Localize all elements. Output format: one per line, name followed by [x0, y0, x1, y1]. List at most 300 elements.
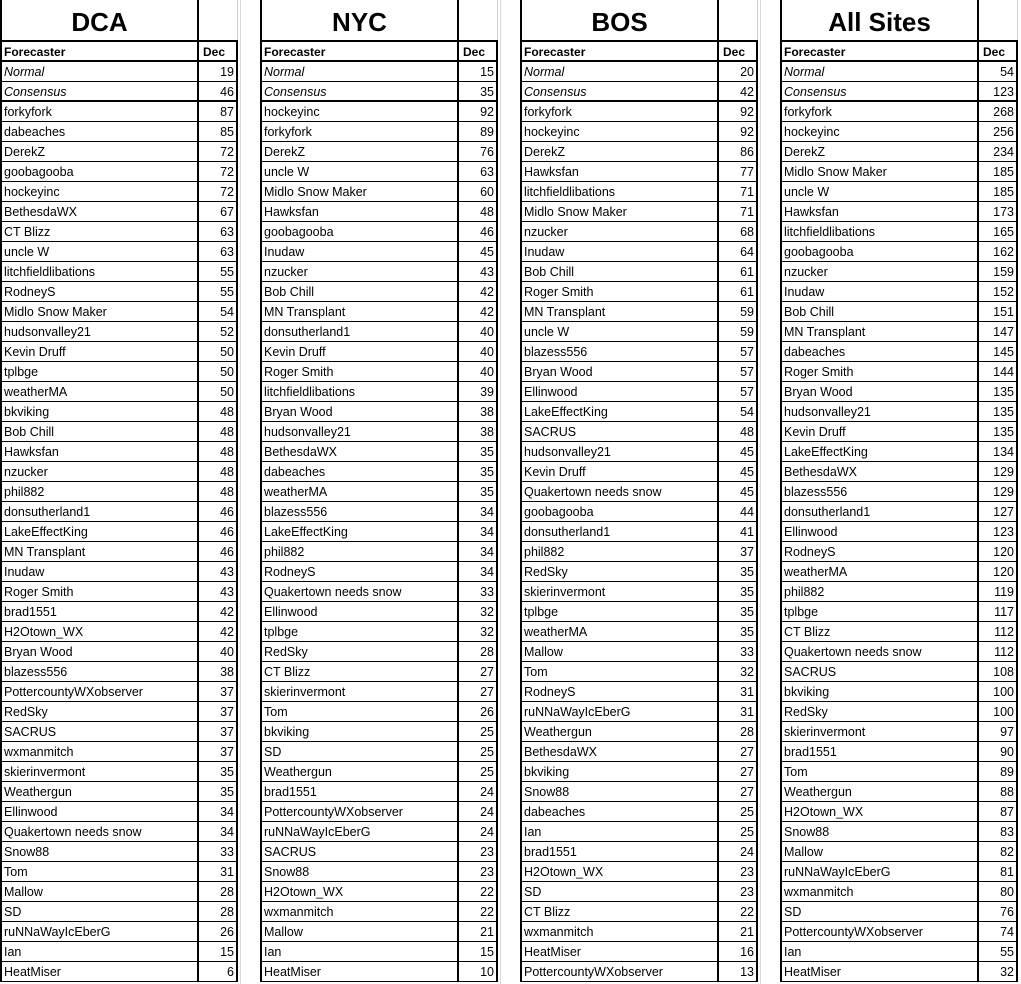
value-cell[interactable]: 135 — [979, 382, 1018, 402]
value-cell[interactable]: 27 — [719, 782, 758, 802]
forecaster-cell[interactable]: RodneyS — [780, 542, 979, 562]
value-cell[interactable]: 41 — [719, 522, 758, 542]
value-cell[interactable]: 55 — [979, 942, 1018, 962]
forecaster-cell[interactable]: SD — [780, 902, 979, 922]
forecaster-cell[interactable]: BethesdaWX — [0, 202, 199, 222]
forecaster-cell[interactable]: MN Transplant — [780, 322, 979, 342]
forecaster-cell[interactable]: Ellinwood — [520, 382, 719, 402]
forecaster-cell[interactable]: forkyfork — [520, 102, 719, 122]
value-cell[interactable]: 27 — [459, 682, 498, 702]
forecaster-cell[interactable]: Ian — [0, 942, 199, 962]
forecaster-cell[interactable]: Midlo Snow Maker — [0, 302, 199, 322]
forecaster-cell[interactable]: hockeyinc — [0, 182, 199, 202]
value-cell[interactable]: 24 — [459, 822, 498, 842]
value-cell[interactable]: 57 — [719, 342, 758, 362]
value-cell[interactable]: 38 — [459, 402, 498, 422]
value-cell[interactable]: 27 — [719, 742, 758, 762]
value-cell[interactable]: 35 — [459, 482, 498, 502]
forecaster-cell[interactable]: Tom — [260, 702, 459, 722]
forecaster-cell[interactable]: tplbge — [0, 362, 199, 382]
forecaster-cell[interactable]: Quakertown needs snow — [260, 582, 459, 602]
value-cell[interactable]: 92 — [459, 102, 498, 122]
forecaster-cell[interactable]: HeatMiser — [260, 962, 459, 982]
value-cell[interactable]: 112 — [979, 642, 1018, 662]
forecaster-cell[interactable]: Ellinwood — [0, 802, 199, 822]
value-cell[interactable]: 72 — [199, 142, 238, 162]
forecaster-cell[interactable]: donsutherland1 — [260, 322, 459, 342]
value-cell[interactable]: 54 — [979, 62, 1018, 82]
value-cell[interactable]: 34 — [459, 542, 498, 562]
value-cell[interactable]: 22 — [719, 902, 758, 922]
forecaster-cell[interactable]: hockeyinc — [520, 122, 719, 142]
value-cell[interactable]: 120 — [979, 542, 1018, 562]
value-cell[interactable]: 35 — [719, 582, 758, 602]
value-cell[interactable]: 37 — [199, 742, 238, 762]
forecaster-cell[interactable]: Consensus — [0, 82, 199, 102]
value-cell[interactable]: 48 — [719, 422, 758, 442]
value-cell[interactable]: 16 — [719, 942, 758, 962]
forecaster-cell[interactable]: brad1551 — [0, 602, 199, 622]
value-cell[interactable]: 43 — [459, 262, 498, 282]
forecaster-cell[interactable]: Quakertown needs snow — [0, 822, 199, 842]
value-cell[interactable]: 40 — [459, 322, 498, 342]
forecaster-cell[interactable]: wxmanmitch — [520, 922, 719, 942]
value-cell[interactable]: 55 — [199, 282, 238, 302]
value-cell[interactable]: 48 — [199, 482, 238, 502]
value-cell[interactable]: 33 — [719, 642, 758, 662]
forecaster-cell[interactable]: LakeEffectKing — [0, 522, 199, 542]
forecaster-cell[interactable]: weatherMA — [520, 622, 719, 642]
forecaster-cell[interactable]: tplbge — [520, 602, 719, 622]
forecaster-cell[interactable]: bkviking — [780, 682, 979, 702]
value-cell[interactable]: 61 — [719, 262, 758, 282]
forecaster-cell[interactable]: LakeEffectKing — [780, 442, 979, 462]
value-cell[interactable]: 15 — [459, 942, 498, 962]
forecaster-cell[interactable]: hudsonvalley21 — [0, 322, 199, 342]
value-cell[interactable]: 147 — [979, 322, 1018, 342]
value-cell[interactable]: 112 — [979, 622, 1018, 642]
value-cell[interactable]: 80 — [979, 882, 1018, 902]
forecaster-cell[interactable]: Hawksfan — [780, 202, 979, 222]
value-cell[interactable]: 135 — [979, 422, 1018, 442]
value-cell[interactable]: 40 — [199, 642, 238, 662]
value-cell[interactable]: 63 — [199, 222, 238, 242]
forecaster-cell[interactable]: brad1551 — [780, 742, 979, 762]
forecaster-cell[interactable]: RedSky — [260, 642, 459, 662]
forecaster-cell[interactable]: phil882 — [260, 542, 459, 562]
value-cell[interactable]: 100 — [979, 702, 1018, 722]
forecaster-cell[interactable]: Bryan Wood — [780, 382, 979, 402]
forecaster-cell[interactable]: Tom — [0, 862, 199, 882]
value-cell[interactable]: 100 — [979, 682, 1018, 702]
value-cell[interactable]: 88 — [979, 782, 1018, 802]
forecaster-cell[interactable]: PottercountyWXobserver — [0, 682, 199, 702]
value-cell[interactable]: 23 — [459, 862, 498, 882]
value-cell[interactable]: 38 — [459, 422, 498, 442]
forecaster-cell[interactable]: phil882 — [520, 542, 719, 562]
forecaster-cell[interactable]: Ellinwood — [260, 602, 459, 622]
value-cell[interactable]: 34 — [459, 562, 498, 582]
forecaster-cell[interactable]: uncle W — [780, 182, 979, 202]
forecaster-cell[interactable]: goobagooba — [260, 222, 459, 242]
forecaster-cell[interactable]: litchfieldlibations — [260, 382, 459, 402]
value-cell[interactable]: 23 — [719, 882, 758, 902]
value-cell[interactable]: 135 — [979, 402, 1018, 422]
value-cell[interactable]: 68 — [719, 222, 758, 242]
forecaster-cell[interactable]: tplbge — [260, 622, 459, 642]
value-cell[interactable]: 60 — [459, 182, 498, 202]
forecaster-cell[interactable]: Ian — [780, 942, 979, 962]
value-cell[interactable]: 31 — [199, 862, 238, 882]
forecaster-cell[interactable]: Midlo Snow Maker — [780, 162, 979, 182]
forecaster-cell[interactable]: skierinvermont — [780, 722, 979, 742]
forecaster-cell[interactable]: MN Transplant — [520, 302, 719, 322]
forecaster-cell[interactable]: phil882 — [780, 582, 979, 602]
forecaster-cell[interactable]: Roger Smith — [260, 362, 459, 382]
value-cell[interactable]: 77 — [719, 162, 758, 182]
forecaster-cell[interactable]: skierinvermont — [0, 762, 199, 782]
forecaster-cell[interactable]: DerekZ — [260, 142, 459, 162]
value-cell[interactable]: 152 — [979, 282, 1018, 302]
forecaster-cell[interactable]: nzucker — [260, 262, 459, 282]
forecaster-cell[interactable]: Midlo Snow Maker — [520, 202, 719, 222]
forecaster-cell[interactable]: uncle W — [520, 322, 719, 342]
forecaster-cell[interactable]: RodneyS — [260, 562, 459, 582]
forecaster-cell[interactable]: Weathergun — [0, 782, 199, 802]
value-cell[interactable]: 33 — [199, 842, 238, 862]
forecaster-cell[interactable]: Snow88 — [260, 862, 459, 882]
value-cell[interactable]: 185 — [979, 182, 1018, 202]
value-cell[interactable]: 40 — [459, 362, 498, 382]
forecaster-cell[interactable]: Kevin Druff — [0, 342, 199, 362]
forecaster-cell[interactable]: donsutherland1 — [780, 502, 979, 522]
value-cell[interactable]: 31 — [719, 702, 758, 722]
forecaster-cell[interactable]: RodneyS — [520, 682, 719, 702]
value-cell[interactable]: 24 — [459, 802, 498, 822]
forecaster-cell[interactable]: bkviking — [520, 762, 719, 782]
forecaster-cell[interactable]: Normal — [0, 62, 199, 82]
forecaster-cell[interactable]: Ian — [260, 942, 459, 962]
value-cell[interactable]: 85 — [199, 122, 238, 142]
forecaster-cell[interactable]: weatherMA — [780, 562, 979, 582]
forecaster-cell[interactable]: Snow88 — [520, 782, 719, 802]
forecaster-cell[interactable]: DerekZ — [780, 142, 979, 162]
value-cell[interactable]: 40 — [459, 342, 498, 362]
value-cell[interactable]: 173 — [979, 202, 1018, 222]
value-cell[interactable]: 39 — [459, 382, 498, 402]
value-cell[interactable]: 42 — [199, 622, 238, 642]
value-cell[interactable]: 63 — [459, 162, 498, 182]
value-cell[interactable]: 42 — [719, 82, 758, 102]
forecaster-cell[interactable]: Bob Chill — [260, 282, 459, 302]
value-cell[interactable]: 162 — [979, 242, 1018, 262]
forecaster-cell[interactable]: CT Blizz — [780, 622, 979, 642]
forecaster-cell[interactable]: Mallow — [780, 842, 979, 862]
forecaster-cell[interactable]: Consensus — [520, 82, 719, 102]
forecaster-cell[interactable]: Inudaw — [0, 562, 199, 582]
forecaster-cell[interactable]: Inudaw — [780, 282, 979, 302]
forecaster-cell[interactable]: skierinvermont — [520, 582, 719, 602]
value-cell[interactable]: 87 — [199, 102, 238, 122]
forecaster-cell[interactable]: H2Otown_WX — [520, 862, 719, 882]
value-cell[interactable]: 19 — [199, 62, 238, 82]
forecaster-cell[interactable]: BethesdaWX — [780, 462, 979, 482]
forecaster-cell[interactable]: H2Otown_WX — [0, 622, 199, 642]
forecaster-cell[interactable]: Bryan Wood — [520, 362, 719, 382]
forecaster-cell[interactable]: Snow88 — [0, 842, 199, 862]
forecaster-cell[interactable]: Consensus — [780, 82, 979, 102]
value-cell[interactable]: 71 — [719, 182, 758, 202]
value-cell[interactable]: 144 — [979, 362, 1018, 382]
value-cell[interactable]: 45 — [719, 482, 758, 502]
forecaster-cell[interactable]: BethesdaWX — [260, 442, 459, 462]
value-cell[interactable]: 35 — [719, 562, 758, 582]
forecaster-cell[interactable]: Tom — [520, 662, 719, 682]
value-cell[interactable]: 145 — [979, 342, 1018, 362]
forecaster-cell[interactable]: H2Otown_WX — [260, 882, 459, 902]
forecaster-cell[interactable]: PottercountyWXobserver — [520, 962, 719, 982]
forecaster-cell[interactable]: Kevin Druff — [780, 422, 979, 442]
value-cell[interactable]: 57 — [719, 382, 758, 402]
value-cell[interactable]: 185 — [979, 162, 1018, 182]
value-cell[interactable]: 34 — [199, 822, 238, 842]
value-cell[interactable]: 268 — [979, 102, 1018, 122]
value-cell[interactable]: 76 — [979, 902, 1018, 922]
forecaster-cell[interactable]: hudsonvalley21 — [780, 402, 979, 422]
forecaster-cell[interactable]: blazess556 — [0, 662, 199, 682]
value-cell[interactable]: 24 — [719, 842, 758, 862]
forecaster-cell[interactable]: SD — [0, 902, 199, 922]
value-cell[interactable]: 24 — [459, 782, 498, 802]
value-cell[interactable]: 256 — [979, 122, 1018, 142]
value-cell[interactable]: 54 — [719, 402, 758, 422]
forecaster-cell[interactable]: LakeEffectKing — [260, 522, 459, 542]
value-cell[interactable]: 28 — [199, 902, 238, 922]
value-cell[interactable]: 81 — [979, 862, 1018, 882]
forecaster-cell[interactable]: Consensus — [260, 82, 459, 102]
value-cell[interactable]: 32 — [719, 662, 758, 682]
value-cell[interactable]: 89 — [979, 762, 1018, 782]
value-cell[interactable]: 35 — [199, 782, 238, 802]
value-cell[interactable]: 117 — [979, 602, 1018, 622]
forecaster-cell[interactable]: Mallow — [0, 882, 199, 902]
value-cell[interactable]: 48 — [199, 462, 238, 482]
value-cell[interactable]: 37 — [719, 542, 758, 562]
forecaster-cell[interactable]: CT Blizz — [520, 902, 719, 922]
forecaster-cell[interactable]: ruNNaWayIcEberG — [0, 922, 199, 942]
value-cell[interactable]: 57 — [719, 362, 758, 382]
forecaster-cell[interactable]: HeatMiser — [780, 962, 979, 982]
forecaster-cell[interactable]: H2Otown_WX — [780, 802, 979, 822]
forecaster-cell[interactable]: brad1551 — [260, 782, 459, 802]
value-cell[interactable]: 127 — [979, 502, 1018, 522]
forecaster-cell[interactable]: forkyfork — [780, 102, 979, 122]
value-cell[interactable]: 129 — [979, 462, 1018, 482]
value-cell[interactable]: 10 — [459, 962, 498, 982]
value-cell[interactable]: 108 — [979, 662, 1018, 682]
forecaster-cell[interactable]: SACRUS — [0, 722, 199, 742]
forecaster-cell[interactable]: Bryan Wood — [260, 402, 459, 422]
value-cell[interactable]: 6 — [199, 962, 238, 982]
value-cell[interactable]: 34 — [459, 502, 498, 522]
value-cell[interactable]: 35 — [199, 762, 238, 782]
value-cell[interactable]: 46 — [199, 522, 238, 542]
forecaster-cell[interactable]: RedSky — [780, 702, 979, 722]
value-cell[interactable]: 21 — [719, 922, 758, 942]
forecaster-cell[interactable]: PottercountyWXobserver — [260, 802, 459, 822]
value-cell[interactable]: 48 — [199, 422, 238, 442]
forecaster-cell[interactable]: skierinvermont — [260, 682, 459, 702]
forecaster-cell[interactable]: RedSky — [0, 702, 199, 722]
forecaster-cell[interactable]: hockeyinc — [260, 102, 459, 122]
value-cell[interactable]: 42 — [199, 602, 238, 622]
value-cell[interactable]: 44 — [719, 502, 758, 522]
forecaster-cell[interactable]: Roger Smith — [0, 582, 199, 602]
value-cell[interactable]: 92 — [719, 122, 758, 142]
forecaster-cell[interactable]: tplbge — [780, 602, 979, 622]
value-cell[interactable]: 34 — [459, 522, 498, 542]
value-cell[interactable]: 34 — [199, 802, 238, 822]
forecaster-cell[interactable]: Weathergun — [780, 782, 979, 802]
value-cell[interactable]: 67 — [199, 202, 238, 222]
forecaster-cell[interactable]: Weathergun — [260, 762, 459, 782]
forecaster-cell[interactable]: Normal — [780, 62, 979, 82]
value-cell[interactable]: 25 — [459, 742, 498, 762]
value-cell[interactable]: 48 — [199, 442, 238, 462]
forecaster-cell[interactable]: DerekZ — [0, 142, 199, 162]
forecaster-cell[interactable]: Tom — [780, 762, 979, 782]
value-cell[interactable]: 50 — [199, 342, 238, 362]
value-cell[interactable]: 82 — [979, 842, 1018, 862]
forecaster-cell[interactable]: dabeaches — [0, 122, 199, 142]
value-cell[interactable]: 76 — [459, 142, 498, 162]
forecaster-cell[interactable]: donsutherland1 — [520, 522, 719, 542]
forecaster-cell[interactable]: RodneyS — [0, 282, 199, 302]
forecaster-cell[interactable]: SACRUS — [780, 662, 979, 682]
value-cell[interactable]: 59 — [719, 322, 758, 342]
value-cell[interactable]: 15 — [459, 62, 498, 82]
forecaster-cell[interactable]: Roger Smith — [520, 282, 719, 302]
value-cell[interactable]: 120 — [979, 562, 1018, 582]
forecaster-cell[interactable]: dabeaches — [520, 802, 719, 822]
value-cell[interactable]: 45 — [719, 442, 758, 462]
value-cell[interactable]: 50 — [199, 382, 238, 402]
value-cell[interactable]: 43 — [199, 562, 238, 582]
value-cell[interactable]: 71 — [719, 202, 758, 222]
value-cell[interactable]: 25 — [719, 822, 758, 842]
value-cell[interactable]: 46 — [199, 82, 238, 102]
forecaster-cell[interactable]: Quakertown needs snow — [780, 642, 979, 662]
forecaster-cell[interactable]: SACRUS — [260, 842, 459, 862]
forecaster-cell[interactable]: Normal — [520, 62, 719, 82]
forecaster-cell[interactable]: ruNNaWayIcEberG — [780, 862, 979, 882]
value-cell[interactable]: 35 — [459, 442, 498, 462]
value-cell[interactable]: 35 — [459, 462, 498, 482]
value-cell[interactable]: 31 — [719, 682, 758, 702]
value-cell[interactable]: 35 — [459, 82, 498, 102]
forecaster-cell[interactable]: Mallow — [520, 642, 719, 662]
value-cell[interactable]: 165 — [979, 222, 1018, 242]
value-cell[interactable]: 46 — [199, 542, 238, 562]
value-cell[interactable]: 123 — [979, 522, 1018, 542]
value-cell[interactable]: 46 — [459, 222, 498, 242]
value-cell[interactable]: 15 — [199, 942, 238, 962]
value-cell[interactable]: 25 — [459, 762, 498, 782]
forecaster-cell[interactable]: LakeEffectKing — [520, 402, 719, 422]
forecaster-cell[interactable]: Ellinwood — [780, 522, 979, 542]
forecaster-cell[interactable]: HeatMiser — [0, 962, 199, 982]
forecaster-cell[interactable]: Hawksfan — [260, 202, 459, 222]
forecaster-cell[interactable]: litchfieldlibations — [520, 182, 719, 202]
value-cell[interactable]: 28 — [719, 722, 758, 742]
forecaster-cell[interactable]: CT Blizz — [260, 662, 459, 682]
value-cell[interactable]: 25 — [719, 802, 758, 822]
value-cell[interactable]: 42 — [459, 282, 498, 302]
value-cell[interactable]: 48 — [459, 202, 498, 222]
forecaster-cell[interactable]: bkviking — [260, 722, 459, 742]
forecaster-cell[interactable]: SD — [260, 742, 459, 762]
forecaster-cell[interactable]: bkviking — [0, 402, 199, 422]
value-cell[interactable]: 27 — [719, 762, 758, 782]
forecaster-cell[interactable]: blazess556 — [260, 502, 459, 522]
forecaster-cell[interactable]: wxmanmitch — [780, 882, 979, 902]
value-cell[interactable]: 61 — [719, 282, 758, 302]
forecaster-cell[interactable]: litchfieldlibations — [0, 262, 199, 282]
value-cell[interactable]: 45 — [459, 242, 498, 262]
value-cell[interactable]: 89 — [459, 122, 498, 142]
value-cell[interactable]: 21 — [459, 922, 498, 942]
value-cell[interactable]: 28 — [459, 642, 498, 662]
forecaster-cell[interactable]: dabeaches — [260, 462, 459, 482]
value-cell[interactable]: 46 — [199, 502, 238, 522]
forecaster-cell[interactable]: forkyfork — [260, 122, 459, 142]
forecaster-cell[interactable]: Inudaw — [520, 242, 719, 262]
value-cell[interactable]: 20 — [719, 62, 758, 82]
forecaster-cell[interactable]: MN Transplant — [260, 302, 459, 322]
value-cell[interactable]: 48 — [199, 402, 238, 422]
value-cell[interactable]: 22 — [459, 882, 498, 902]
value-cell[interactable]: 90 — [979, 742, 1018, 762]
value-cell[interactable]: 59 — [719, 302, 758, 322]
value-cell[interactable]: 23 — [459, 842, 498, 862]
forecaster-cell[interactable]: blazess556 — [520, 342, 719, 362]
forecaster-cell[interactable]: SD — [520, 882, 719, 902]
forecaster-cell[interactable]: RedSky — [520, 562, 719, 582]
value-cell[interactable]: 97 — [979, 722, 1018, 742]
value-cell[interactable]: 83 — [979, 822, 1018, 842]
forecaster-cell[interactable]: Normal — [260, 62, 459, 82]
value-cell[interactable]: 74 — [979, 922, 1018, 942]
forecaster-cell[interactable]: BethesdaWX — [520, 742, 719, 762]
value-cell[interactable]: 32 — [979, 962, 1018, 982]
forecaster-cell[interactable]: goobagooba — [780, 242, 979, 262]
value-cell[interactable]: 64 — [719, 242, 758, 262]
forecaster-cell[interactable]: goobagooba — [520, 502, 719, 522]
value-cell[interactable]: 129 — [979, 482, 1018, 502]
forecaster-cell[interactable]: Bob Chill — [780, 302, 979, 322]
value-cell[interactable]: 119 — [979, 582, 1018, 602]
value-cell[interactable]: 55 — [199, 262, 238, 282]
forecaster-cell[interactable]: Bryan Wood — [0, 642, 199, 662]
forecaster-cell[interactable]: DerekZ — [520, 142, 719, 162]
value-cell[interactable]: 45 — [719, 462, 758, 482]
value-cell[interactable]: 13 — [719, 962, 758, 982]
value-cell[interactable]: 37 — [199, 682, 238, 702]
forecaster-cell[interactable]: nzucker — [520, 222, 719, 242]
forecaster-cell[interactable]: hockeyinc — [780, 122, 979, 142]
value-cell[interactable]: 50 — [199, 362, 238, 382]
forecaster-cell[interactable]: wxmanmitch — [0, 742, 199, 762]
